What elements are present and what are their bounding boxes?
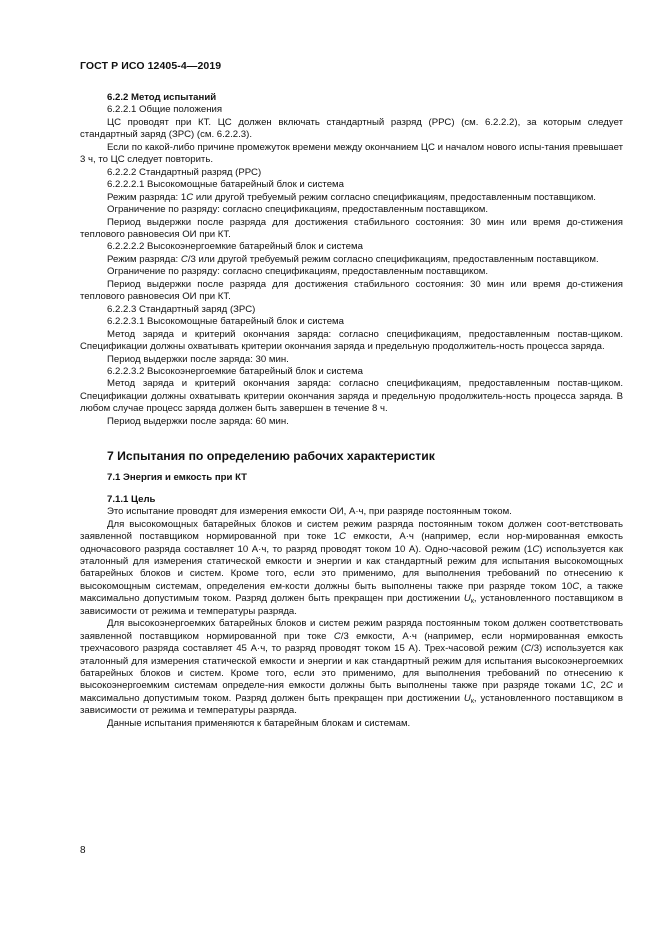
paragraph: Ограничение по разряду: согласно спецификациям, предоставленным поставщиком.: [107, 204, 489, 216]
paragraph: Для высокомощных батарейных блоков и систем режим разряда постоянным током должен соот-ветствовать заявленной поставщиком нормированной при токе 1C емкости, А·ч (например, если нор-мированная емкость одночасового разряда составляет 10 А·ч, то разряд проводят током 10 А). Одно-часовой режим (1C) используется как эталонный для измерения статической емкости и энергии и как стандартный режим для испытания высокомощных батарейных блоков и систем. Кроме того, если это применимо, для выполнения требований по отнесению к высокомощным системам, определения ем-кости должны быть выполнены также при разряде током 10C, а также максимально допустимым током. Разряд должен быть прекращен при достижении $U_к$, установленного поставщиком в зависимости от режима и температуры разряда.: [80, 518, 624, 617]
subsection-6-2-2-2: 6.2.2.2 Стандартный разряд (РРС): [107, 166, 262, 178]
paragraph: ЦС проводят при КТ. ЦС должен включать стандартный разряд (РРС) (см. 6.2.2.2), за которым следует стандартный заряд (ЗРС) (см. 6.2.2.3).: [80, 116, 623, 141]
document-header: ГОСТ Р ИСО 12405-4—2019: [80, 60, 222, 72]
section-heading-7-1-1: 7.1.1 Цель: [107, 493, 156, 505]
paragraph: Метод заряда и критерий окончания заряда: согласно спецификациям, предоставленным постав-щиком. Спецификации должны охватывать критерии окончания заряда и предельную продолжитель-ность процесса заряда. В любом случае процесс заряда должен быть завершен в течение 8 ч.: [80, 378, 623, 415]
paragraph: Для высокоэнергоемких батарейных блоков и систем режим разряда постоянным током должен соответствовать заявленной поставщиком нормированной при токе C/3 емкости, А·ч (например, если нормированная емкость трехчасового разряда составляет 45 А·ч, то разряд проводят током 15 А). Трех-часовой режим (C/3) используется как эталонный для измерения статической емкости и энергии и как стандартный режим для испытания высокоэнергоемких батарейных блоков и систем. Кроме того, если это применимо, для выполнения требований по отнесению к высокоэнергоемким системам определе-ния емкости должны быть выполнены также при разряде токами 1C, 2C и максимально допустимым током. Разряд должен быть прекращен при достижении $U_к$, установленного поставщиком в зависимости от режима и температуры разряда.: [80, 618, 624, 717]
paragraph: Период выдержки после разряда для достижения стабильного состояния: 30 мин или время до-стижения теплового равновесия ОИ при КТ.: [80, 216, 623, 240]
subsection-6-2-2-3-2: 6.2.2.3.2 Высокоэнергоемкие батарейный блок и система: [107, 365, 363, 377]
section-heading-7-1: 7.1 Энергия и емкость при КТ: [107, 472, 248, 484]
paragraph: Данные испытания применяются к батарейным блокам и системам.: [107, 717, 411, 729]
document-body: [80, 92, 623, 730]
paragraph: Если по какой-либо причине промежуток времени между окончанием ЦС и началом нового испы-тания превышает 3 ч, то ЦС следует повторить.: [80, 141, 623, 166]
section-heading-7: 7 Испытания по определению рабочих характеристик: [107, 449, 435, 464]
subsection-6-2-2-2-1: 6.2.2.2.1 Высокомощные батарейный блок и система: [107, 179, 344, 191]
paragraph: Режим разряда: 1C или другой требуемый режим согласно спецификациям, предоставленным поставщиком.: [107, 191, 596, 203]
subsection-6-2-2-1: 6.2.2.1 Общие положения: [107, 104, 223, 116]
page-number: 8: [80, 845, 86, 856]
paragraph: Период выдержки после заряда: 30 мин.: [107, 353, 289, 365]
paragraph: Период выдержки после разряда для достижения стабильного состояния: 30 мин или время до-стижения теплового равновесия ОИ при КТ.: [80, 278, 623, 303]
paragraph: Режим разряда: C/3 или другой требуемый режим согласно спецификациям, предоставленным поставщиком.: [107, 253, 599, 265]
section-heading-6-2-2: 6.2.2 Метод испытаний: [107, 92, 217, 103]
paragraph: Это испытание проводят для измерения емкости ОИ, А·ч, при разряде постоянным током.: [107, 506, 512, 518]
paragraph: Ограничение по разряду: согласно спецификациям, предоставленным поставщиком.: [107, 266, 489, 278]
paragraph: Метод заряда и критерий окончания заряда: согласно спецификациям, предоставленным постав-щиком. Спецификации должны охватывать критерии окончания заряда и предельную продолжитель-ность процесса заряда.: [80, 328, 623, 353]
paragraph: Период выдержки после заряда: 60 мин.: [107, 415, 289, 427]
subsection-6-2-2-2-2: 6.2.2.2.2 Высокоэнергоемкие батарейный блок и система: [107, 241, 363, 253]
subsection-6-2-2-3-1: 6.2.2.3.1 Высокомощные батарейный блок и система: [107, 316, 344, 328]
subsection-6-2-2-3: 6.2.2.3 Стандартный заряд (ЗРС): [107, 303, 256, 315]
